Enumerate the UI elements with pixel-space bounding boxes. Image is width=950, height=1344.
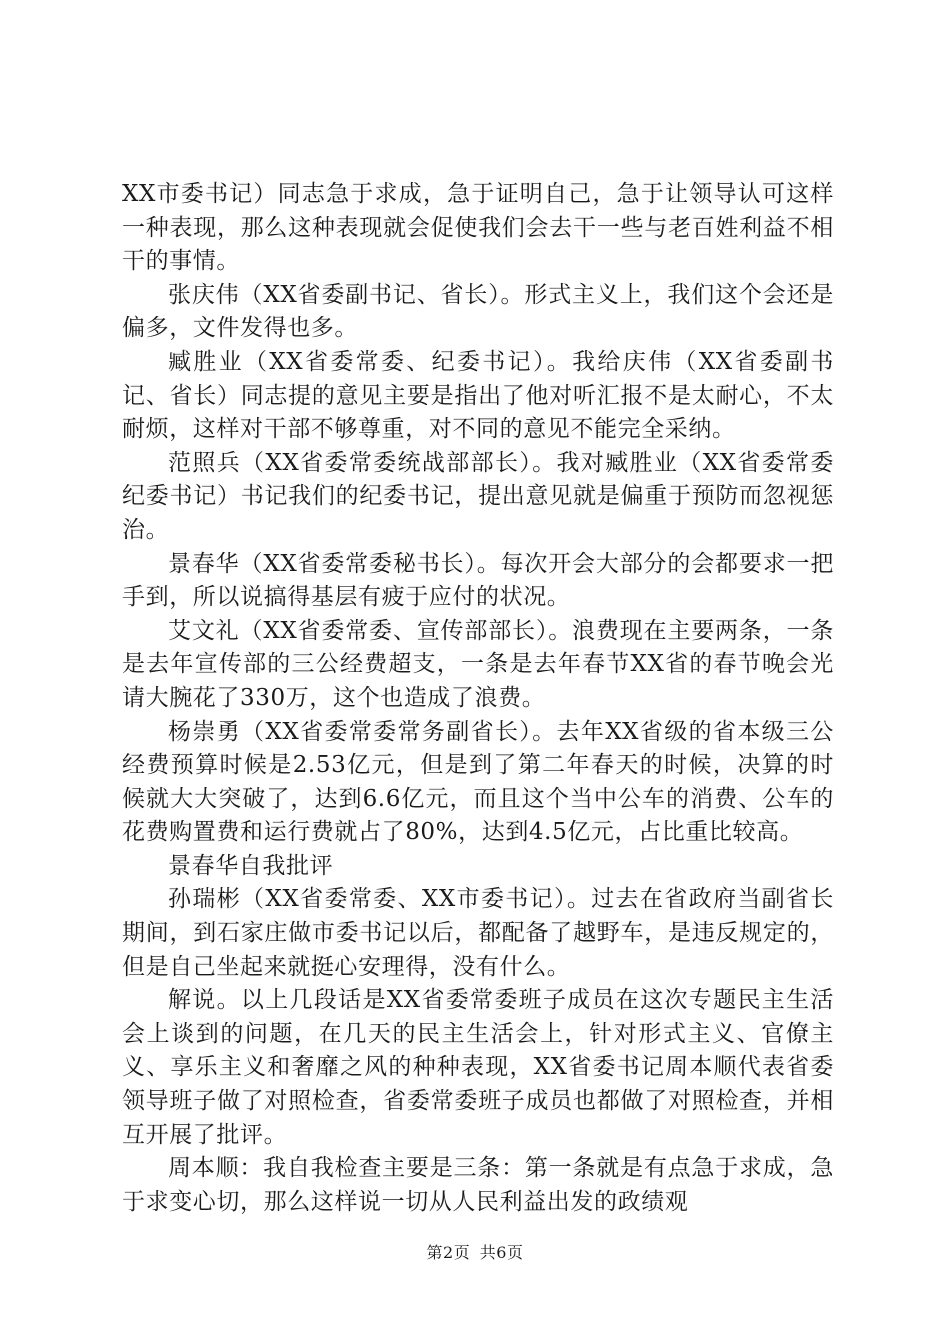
paragraph: 臧胜业（XX省委常委、纪委书记）。我给庆伟（XX省委副书记、省长）同志提的意见主要是指出了他对听汇报不是太耐心，不太耐烦，这样对干部不够尊重，对不同的意见不能完全采纳。 <box>122 348 834 443</box>
paragraph: 范照兵（XX省委常委统战部部长）。我对臧胜业（XX省委常委纪委书记）书记我们的纪委书记，提出意见就是偏重于预防而忽视惩治。 <box>122 449 834 543</box>
paragraph: 周本顺：我自我检查主要是三条：第一条就是有点急于求成，急于求变心切，那么这样说一切从人民利益出发的政绩观 <box>122 1155 834 1215</box>
paragraph: 景春华自我批评 <box>168 852 334 879</box>
page-footer <box>0 1243 950 1263</box>
paragraph: 艾文礼（XX省委常委、宣传部部长）。浪费现在主要两条，一条是去年宣传部的三公经费超支，一条是去年春节XX省的春节晚会光请大腕花了330万，这个也造成了浪费。 <box>122 617 834 711</box>
page-number: 第2页 <box>426 1243 471 1262</box>
paragraph: 孙瑞彬（XX省委常委、XX市委书记）。过去在省政府当副省长期间，到石家庄做市委书记以后，都配备了越野车，是违反规定的，但是自己坐起来就挺心安理得，没有什么。 <box>122 886 834 980</box>
paragraph: 景春华（XX省委常委秘书长）。每次开会大部分的会都要求一把手到，所以说搞得基层有疲于应付的状况。 <box>122 550 834 611</box>
paragraph: 解说。以上几段话是XX省委常委班子成员在这次专题民主生活会上谈到的问题，在几天的民主生活会上，针对形式主义、官僚主义、享乐主义和奢靡之风的种种表现，XX省委书记周本顺代表省委领导班子做了对照检查，省委常委班子成员也都做了对照检查，并相互开展了批评。 <box>122 987 834 1148</box>
paragraph: 张庆伟（XX省委副书记、省长）。形式主义上，我们这个会还是偏多，文件发得也多。 <box>122 281 834 342</box>
document-body <box>122 178 834 1219</box>
paragraph: 杨崇勇（XX省委常委常务副省长）。去年XX省级的省本级三公经费预算时候是2.53亿元，但是到了第二年春天的时候，决算的时候就大大突破了，达到6.6亿元，而且这个当中公车的消费、公车的花费购置费和运行费就占了80%，达到4.5亿元，占比重比较高。 <box>122 718 834 846</box>
paragraph: XX市委书记）同志急于求成，急于证明自己，急于让领导认可这样一种表现，那么这种表现就会促使我们会去干一些与老百姓利益不相干的事情。 <box>122 181 834 275</box>
page-total: 共6页 <box>479 1243 524 1262</box>
